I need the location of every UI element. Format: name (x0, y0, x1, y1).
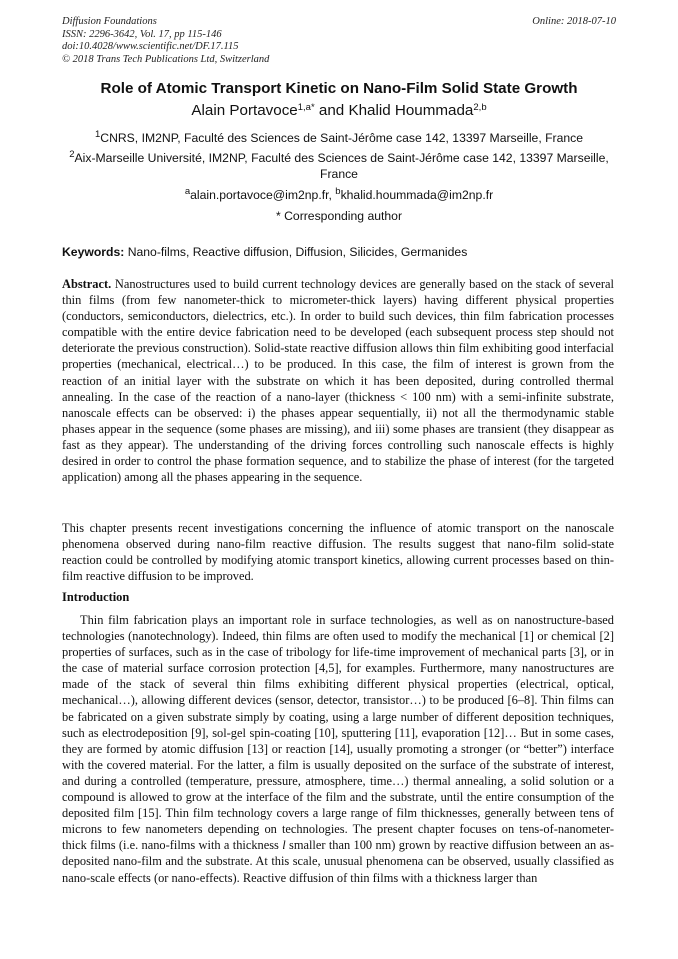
affiliation-2-sup: 2 (69, 149, 75, 161)
email-b[interactable]: khalid.hoummada@im2np.fr (340, 188, 494, 202)
affiliation-2-text: Aix-Marseille Université, IM2NP, Faculté des Sciences de Saint-Jérôme case 142, 13397 Marseille, France (74, 151, 609, 181)
affiliation-2 (62, 150, 616, 182)
abstract-text: Nanostructures used to build current technology devices are generally based on the stack of several thin films (from few nanometer-thick to micrometer-thick layers) having different physical properties (conductors, semiconductors, dielectrics, etc.). In order to build such devices, thin film fabrication processes compatible with the entire device fabrication need to be developed (each subsequent process step should not deteriorate the previous construction). Solid-state reactive diffusion allows thin film exhibiting good interfacial properties (mechanical, electrical…) to be produced. In this case, the film of interest is grown from the reaction of an initial layer with the substrate on which it has been deposited, during controlled thermal annealing. In the case of the reaction of a nano-layer (thickness < 100 nm) with a semi-infinite substrate, nanoscale effects can be observed: i) the phases appear sequentially, ii) not all the thermodynamic stable phases appear in the sequence (some phases are missing), and iii) some phases are transient (they disappear as fast as they appear). The understanding of the driving forces controlling such nanoscale effects is highly desired in order to control the phase formation sequence, and to stabilize the phase of interest (for the targeted application) among all the phases appearing in the sequence. (62, 277, 614, 485)
affiliation-1 (62, 130, 616, 146)
keywords-label: Keywords: (62, 245, 125, 259)
email-a-sup: a (184, 186, 191, 198)
intro-text-part-2: smaller than 100 nm) grown by reactive diffusion between an as-deposited nano-film and the substrate. At this scale, unusual phenomena can be observed, usually classified as nano-scale effects (or nano-effects). Reactive diffusion of thin films with a thickness larger than (62, 838, 614, 885)
journal-name: Diffusion Foundations (62, 16, 157, 27)
email-line (62, 187, 616, 203)
online-date: Online: 2018-07-10 (532, 16, 616, 27)
email-a[interactable]: alain.portavoce@im2np.fr, (190, 188, 336, 202)
issn-line: ISSN: 2296-3642, Vol. 17, pp 115-146 (62, 28, 222, 40)
affiliation-1-text: CNRS, IM2NP, Faculté des Sciences de Saint-Jérôme case 142, 13397 Marseille, France (100, 131, 584, 145)
introduction-heading: Introduction (62, 590, 130, 604)
abstract-paragraph (62, 276, 614, 485)
intro-text-part-1: Thin film fabrication plays an important role in surface technologies, as well as on nanostructure-based technologies (nanotechnology). Indeed, thin films are often used to modify the mechanical [1] or chemical [2] properties of surfaces, such as in the case of tribology for life-time improvement of mechanical parts [3], or in the case of material surface corrosion protection [4,5], for examples. Furthermore, many nanostructures are made of the stack of several thin films exhibiting different physical properties (electrical, optical, mechanical…), allowing different devices (sensor, detector, transistor…) to be produced [6–8]. Thin films can be fabricated on a given substrate simply by coating, using a large number of different deposition techniques, such as electrodeposition [9], sol-gel spin-coating [10], sputtering [11], evaporation [12]… But in some cases, they are formed by atomic diffusion [13] or reaction [14], usually promoting a stronger (or “better”) interface with the covered material. For the latter, a film is usually deposited on the surface of the substrate of interest, and during a controlled (temperature, pressure, atmosphere, time…) thermal annealing, a solid solution or a compound is allowed to grow at the interface of the film and the substrate, until the entire consumption of the deposited film [15]. Thin film technology covers a large range of film thicknesses, generally between tens of microns to few nanometers depending on technologies. The present chapter focuses on tens-of-nanometer-thick films (i.e. nano-films with a thickness (62, 613, 614, 853)
copyright-line: © 2018 Trans Tech Publications Ltd, Switzerland (62, 53, 270, 65)
paper-title: Role of Atomic Transport Kinetic on Nano-Film Solid State Growth (100, 80, 578, 97)
author-1-name: Alain Portavoce (191, 102, 298, 119)
author-2-sup: 2,b (473, 102, 487, 114)
corresponding-author-note: * Corresponding author (275, 209, 403, 223)
author-1-sup: 1,a* (297, 102, 315, 114)
keywords (62, 244, 616, 260)
author-line (40, 102, 638, 119)
author-2-name: Khalid Hoummada (348, 102, 474, 119)
author-conjunction: and (314, 102, 349, 119)
intro-italic-symbol: l (282, 838, 286, 853)
affiliation-1-sup: 1 (94, 129, 101, 141)
abstract-label: Abstract. (62, 277, 112, 291)
doi-line: doi:10.4028/www.scientific.net/DF.17.115 (62, 41, 239, 53)
chapter-summary-paragraph: This chapter presents recent investigations concerning the influence of atomic transport on the nanoscale phenomena observed during nano-film reactive diffusion. The results suggest that nano-film solid-state reaction could be controlled by modifying atomic transport kinetics, allowing current processes based on thin-film reactive diffusion to be improved. (62, 521, 614, 584)
keywords-text: Nano-films, Reactive diffusion, Diffusion, Silicides, Germanides (127, 245, 468, 259)
introduction-paragraph (62, 612, 614, 886)
journal-info (62, 16, 269, 66)
email-b-sup: b (335, 186, 341, 198)
